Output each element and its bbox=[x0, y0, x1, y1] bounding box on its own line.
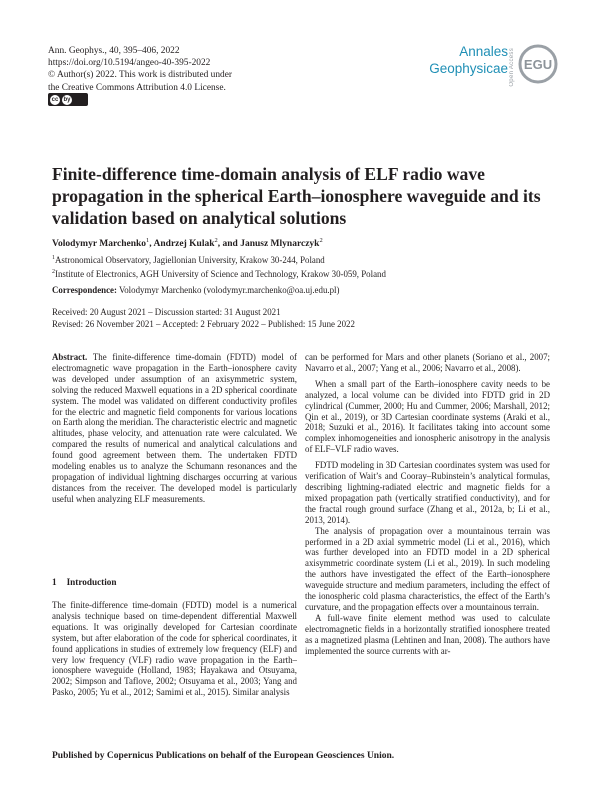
journal-logo bbox=[428, 44, 558, 88]
author-affiliation-mark: 1 bbox=[146, 237, 150, 244]
dates-line: Received: 20 August 2021 – Discussion started: 31 August 2021 bbox=[52, 307, 281, 317]
author-affiliation-mark: 2 bbox=[214, 237, 218, 244]
affiliations bbox=[52, 252, 386, 280]
publisher-footer: Published by Copernicus Publications on behalf of the European Geosciences Union. bbox=[52, 751, 395, 761]
dates-line: Revised: 26 November 2021 – Accepted: 2 February 2022 – Published: 15 June 2022 bbox=[52, 319, 355, 329]
by-icon: by bbox=[63, 96, 71, 103]
abstract bbox=[52, 352, 297, 505]
abstract-label: Abstract. bbox=[52, 352, 88, 362]
doi-link[interactable]: https://doi.org/10.5194/angeo-40-395-2022 bbox=[48, 58, 211, 69]
author-name: Volodymyr Marchenko bbox=[52, 239, 147, 250]
paragraph-text: The analysis of propagation over a mountainous terrain was performed in a 2D axial symmetric model (Li et al., 2016), which was further developed into an FDTD model in a 2D spherical axisymmetric coordinate system (Li et al., 2019). In such modeling the authors have investigated the effect of the Earth–ionosphere waveguide structure and medium parameters, including the effect of the ionospheric cold plasma characteristics, the effect of the Earth’s curvature, and the propagation effects over a mountainous terrain. bbox=[305, 525, 550, 612]
affiliation-item: $^2$Institute of Electronics, AGH University of Science and Technology, Krakow 30-059, Poland bbox=[52, 268, 386, 279]
section-number: 1 bbox=[52, 577, 57, 587]
egu-logo-text: EGU bbox=[523, 57, 553, 72]
paragraph-text: can be performed for Mars and other planets (Soriano et al., 2007; Navarro et al., 2007; Yang et al., 2006; Navarro et al., 2008). bbox=[305, 352, 550, 373]
right-column bbox=[305, 352, 550, 656]
paper-title: Finite-difference time-domain analysis of ELF radio wave propagation in the spherical Earth–ionosphere waveguide and its validation based on analytical solutions bbox=[52, 164, 541, 228]
paragraph-text: A full-wave finite element method was used to calculate electromagnetic fields in a horizontally stratified ionosphere treated as a magnetized plasma (Lehtinen and Inan, 2008). The authors have implemented the source currents with ar- bbox=[305, 612, 550, 656]
citation-line: Ann. Geophys., 40, 395–406, 2022 bbox=[48, 46, 180, 56]
author-name: Janusz Mlynarczyk bbox=[240, 239, 320, 250]
correspondence-email[interactable]: Volodymyr Marchenko (volodymyr.marchenko@oa.uj.edu.pl) bbox=[118, 285, 340, 295]
license-line: the Creative Commons Attribution 4.0 License. bbox=[48, 82, 226, 93]
cc-by-license-icon[interactable] bbox=[48, 93, 88, 106]
copyright-line: © Author(s) 2022. This work is distributed under bbox=[48, 70, 233, 81]
citation-header bbox=[48, 45, 348, 94]
paragraph-text: When a small part of the Earth–ionosphere cavity needs to be analyzed, a local volume can be divided into FDTD grid in 2D cylindrical (Cummer, 2000; Hu and Cummer, 2006; Marshall, 2012; Qin et al., 2019), or 3D Cartesian coordinate systems (Araki et al., 2018; Suzuki et al., 2016). It facilitates taking into account some complex inhomogeneities and ionospheric anisotropy in the analysis of ELF–VLF radio waves. bbox=[305, 378, 550, 455]
affiliation-item: $^1$Astronomical Observatory, Jagiellonian University, Krakow 30-244, Poland bbox=[52, 254, 325, 265]
section-title: Introduction bbox=[66, 577, 117, 587]
correspondence-label: Correspondence: bbox=[52, 285, 117, 295]
journal-name-line2: Geophysicae bbox=[429, 61, 508, 76]
author-list: Volodymyr Marchenko$^1$, Andrzej Kulak$^2$, and Janusz Mlynarczyk$^2$ bbox=[52, 237, 323, 250]
paragraph-text: FDTD modeling in 3D Cartesian coordinates system was used for verification of Wait’s and Cooray–Rubinstein’s analytical formulas, describing lightning-radiated electric and magnetic fields for a mixed propagation path (vertically stratified conductivity), and for the fractal rough ground surface (Zhang et al., 2012a, b; Li et al., 2013, 2014). bbox=[305, 460, 550, 525]
paragraph-text: The finite-difference time-domain (FDTD) model is a numerical analysis technique based on time-dependent differential Maxwell equations. It was originally developed for Cartesian coordinate system, but after elaboration of the code for spherical coordinates, it found applications in studies of extremely low frequency (ELF) and very low frequency (VLF) radio wave propagation in the Earth–ionosphere waveguide (Holland, 1983; Hayakawa and Otsuyama, 2002; Simpson and Taflove, 2002; Otsuyama et al., 2003; Yang and Pasko, 2005; Yu et al., 2012; Samimi et al., 2015). Similar analysis bbox=[52, 600, 297, 698]
section-heading bbox=[52, 577, 116, 587]
cc-icon: cc bbox=[51, 96, 59, 103]
intro-paragraph bbox=[52, 600, 297, 698]
egu-logo-icon bbox=[518, 44, 558, 84]
journal-name-line1: Annales bbox=[459, 44, 508, 59]
author-name: Andrzej Kulak bbox=[153, 239, 215, 250]
publication-dates bbox=[52, 306, 355, 330]
correspondence bbox=[52, 285, 339, 295]
open-access-label: Open Access bbox=[509, 48, 515, 87]
abstract-text: The finite-difference time-domain (FDTD) model of electromagnetic wave propagation in the Earth–ionosphere cavity was developed under assumption of an axisymmetric system, solving the reduced Maxwell equations in a 2D spherical coordinate system. The model was validated on different conductivity profiles for the electric and magnetic field components for various locations on Earth along the meridian. The characteristic electric and magnetic altitudes, phase velocity, and attenuation rate were calculated. We compared the results of numerical and analytical calculations and found good agreement between them. The undertaken FDTD modeling enables us to analyze the Schumann resonances and the propagation of individual lightning discharges occurring at various distances from the receiver. The developed model is particularly useful when analyzing ELF measurements. bbox=[52, 352, 297, 504]
author-affiliation-mark: 2 bbox=[319, 237, 323, 244]
